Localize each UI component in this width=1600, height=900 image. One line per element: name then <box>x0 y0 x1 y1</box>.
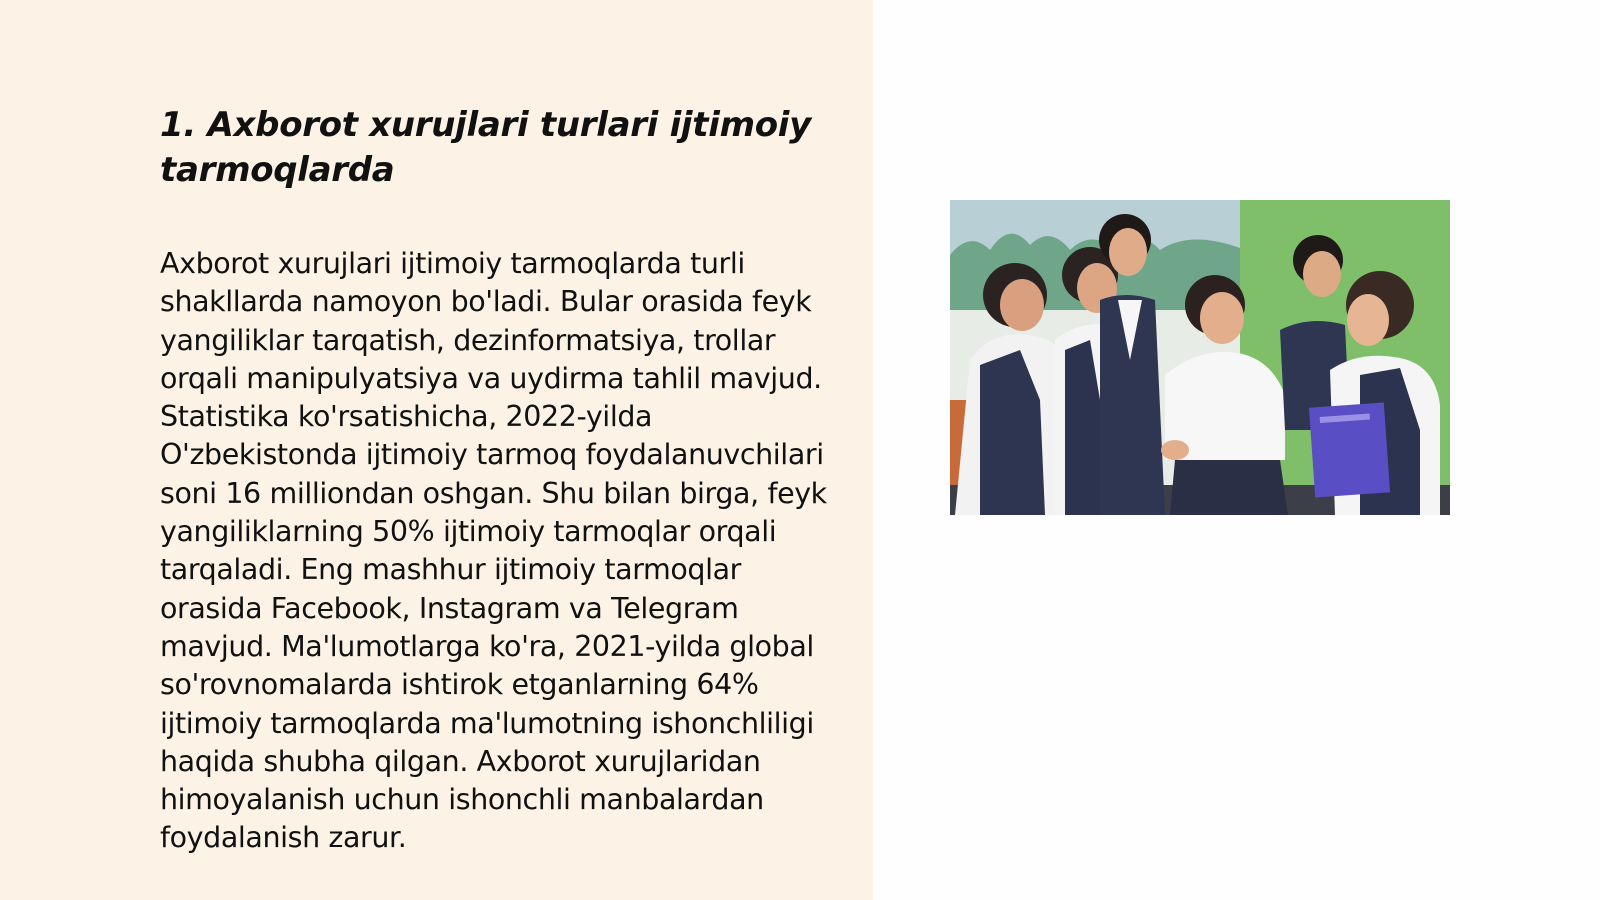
students-photo <box>950 200 1450 515</box>
students-photo-illustration <box>950 200 1450 515</box>
slide-title: 1. Axborot xurujlari turlari ijtimoiy tarmoqlarda <box>160 105 811 190</box>
slide-body-text: Axborot xurujlari ijtimoiy tarmoqlarda turli shakllarda namoyon bo'ladi. Bular orasida feyk yangiliklar tarqatish, dezinformatsiya, trollar orqali manipulyatsiya va uydirma tahlil mavjud. Statistika ko'rsatishicha, 2022-yilda O'zbekistonda ijtimoiy tarmoq foydalanuvchilari soni 16 milliondan oshgan. Shu bilan birga, feyk yangiliklarning 50% ijtimoiy tarmoqlar orqali tarqaladi. Eng mashhur ijtimoiy tarmoqlar orasida Facebook, Instagram va Telegram mavjud. Ma'lumotlarga ko'ra, 2021-yilda global so'rovnomalarda ishtirok etganlarning 64% ijtimoiy tarmoqlarda ma'lumotning ishonchliligi haqida shubha qilgan. Axborot xurujlaridan himoyalanish uchun ishonchli manbalardan foydalanish zarur. <box>160 247 827 855</box>
